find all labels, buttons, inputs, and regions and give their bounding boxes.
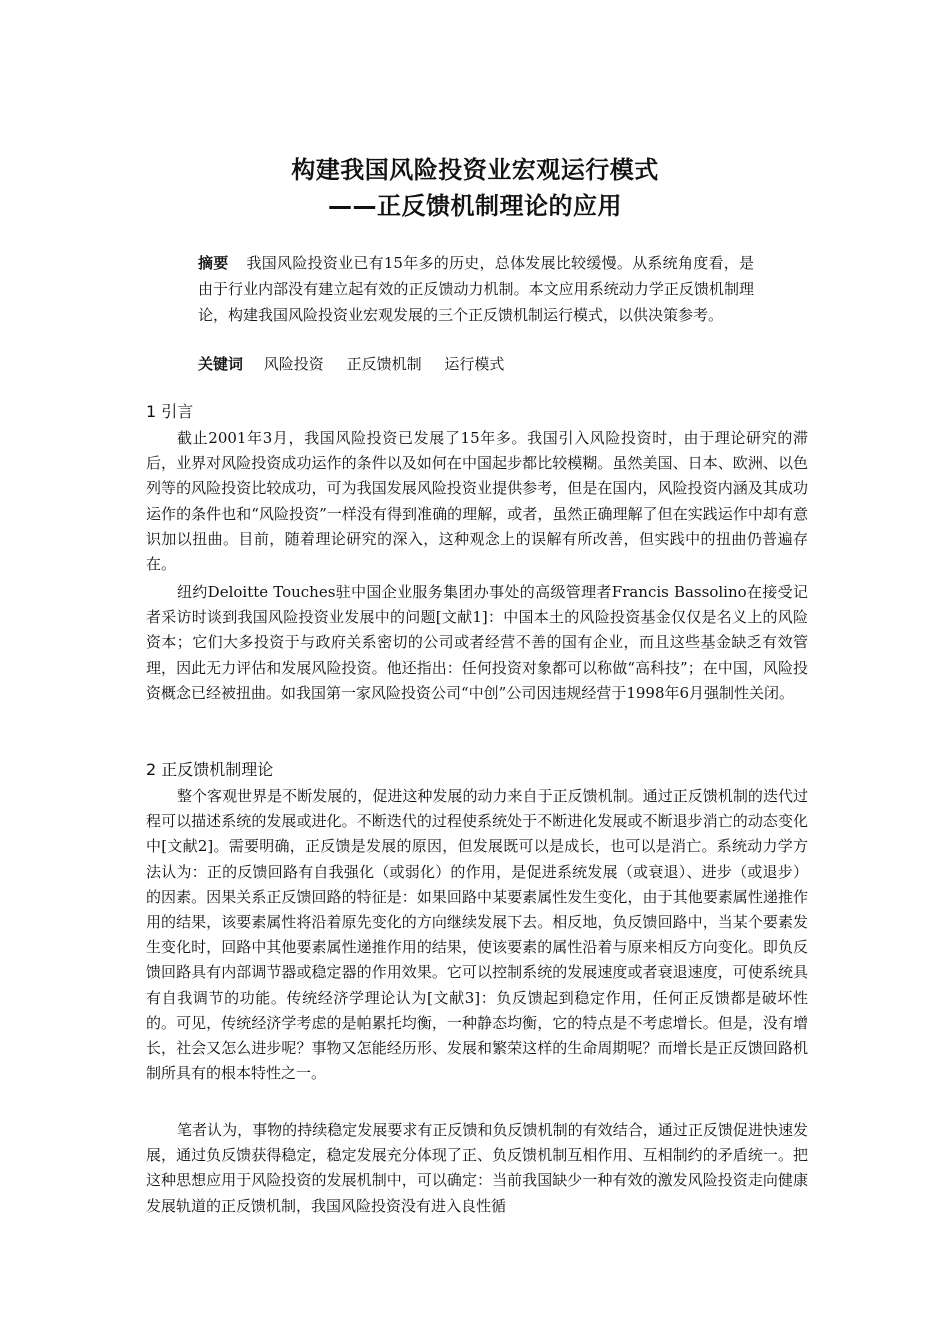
paper-title: 构建我国风险投资业宏观运行模式 [291,156,659,184]
paper-subtitle: ——正反馈机制理论的应用 [328,192,622,220]
body-paragraph: 纽约Deloitte Touches驻中国企业服务集团办事处的高级管理者Francis Bassolino在接受记者采访时谈到我国风险投资业发展中的问题[文献1]：中国本土的风险投资基金仅仅是名义上的风险资本；它们大多投资于与政府关系密切的公司或者经营不善的国有企业，而且这些基金缺乏有效管理，因此无力评估和发展风险投资。他还指出：任何投资对象都可以称做“高科技”；在中国，风险投资概念已经被扭曲。如我国第一家风险投资公司“中创”公司因违规经营于1998年6月强制性关闭。 [146,583,808,702]
section-heading-introduction: 1 引言 [146,402,194,421]
keyword-item: 运行模式 [444,355,505,373]
abstract-text: 我国风险投资业已有15年多的历史，总体发展比较缓慢。从系统角度看，是由于行业内部没有建立起有效的正反馈动力机制。本文应用系统动力学正反馈机制理论，构建我国风险投资业宏观发展的三个正反馈机制运行模式，以供决策参考。 [198,254,754,324]
keyword-item: 风险投资 [263,355,324,373]
body-paragraph: 笔者认为，事物的持续稳定发展要求有正反馈和负反馈机制的有效结合，通过正反馈促进快速发展，通过负反馈获得稳定，稳定发展充分体现了正、负反馈机制互相作用、互相制约的矛盾统一。把这种思想应用于风险投资的发展机制中，可以确定：当前我国缺少一种有效的激发风险投资走向健康发展轨道的正反馈机制，我国风险投资没有进入良性循 [146,1121,808,1215]
keywords-block [198,351,522,377]
section-heading-theory: 2 正反馈机制理论 [146,760,274,779]
abstract-block [198,250,754,328]
abstract-label: 摘要 [198,254,229,272]
body-paragraph: 整个客观世界是不断发展的，促进这种发展的动力来自于正反馈机制。通过正反馈机制的迭代过程可以描述系统的发展或进化。不断迭代的过程使系统处于不断进化发展或不断退步消亡的动态变化中[文献2]。需要明确，正反馈是发展的原因，但发展既可以是成长，也可以是消亡。系统动力学方法认为：正的反馈回路有自我强化（或弱化）的作用，是促进系统发展（或衰退）、进步（或退步）的因素。因果关系正反馈回路的特征是：如果回路中某要素属性发生变化，由于其他要素属性递推作用的结果，该要素属性将沿着原先变化的方向继续发展下去。相反地，负反馈回路中，当某个要素发生变化时，回路中其他要素属性递推作用的结果，使该要素的属性沿着与原来相反方向变化。即负反馈回路具有内部调节器或稳定器的作用效果。它可以控制系统的发展速度或者衰退速度，可使系统具有自我调节的功能。传统经济学理论认为[文献3]：负反馈起到稳定作用，任何正反馈都是破坏性的。可见，传统经济学考虑的是帕累托均衡，一种静态均衡，它的特点是不考虑增长。但是，没有增长，社会又怎么进步呢？事物又怎能经历形、发展和繁荣这样的生命周期呢？而增长是正反馈回路机制所具有的根本特性之一。 [146,787,808,1083]
keyword-item: 正反馈机制 [346,355,422,373]
body-paragraph: 截止2001年3月，我国风险投资已发展了15年多。我国引入风险投资时，由于理论研究的滞后，业界对风险投资成功运作的条件以及如何在中国起步都比较模糊。虽然美国、日本、欧洲、以色列等的风险投资比较成功，可为我国发展风险投资业提供参考，但是在国内，风险投资内涵及其成功运作的条件也和“风险投资”一样没有得到准确的理解，或者，虽然正确理解了但在实践运作中却有意识加以扭曲。目前，随着理论研究的深入，这种观念上的误解有所改善，但实践中的扭曲仍普遍存在。 [146,429,808,574]
keywords-label: 关键词 [198,355,244,373]
